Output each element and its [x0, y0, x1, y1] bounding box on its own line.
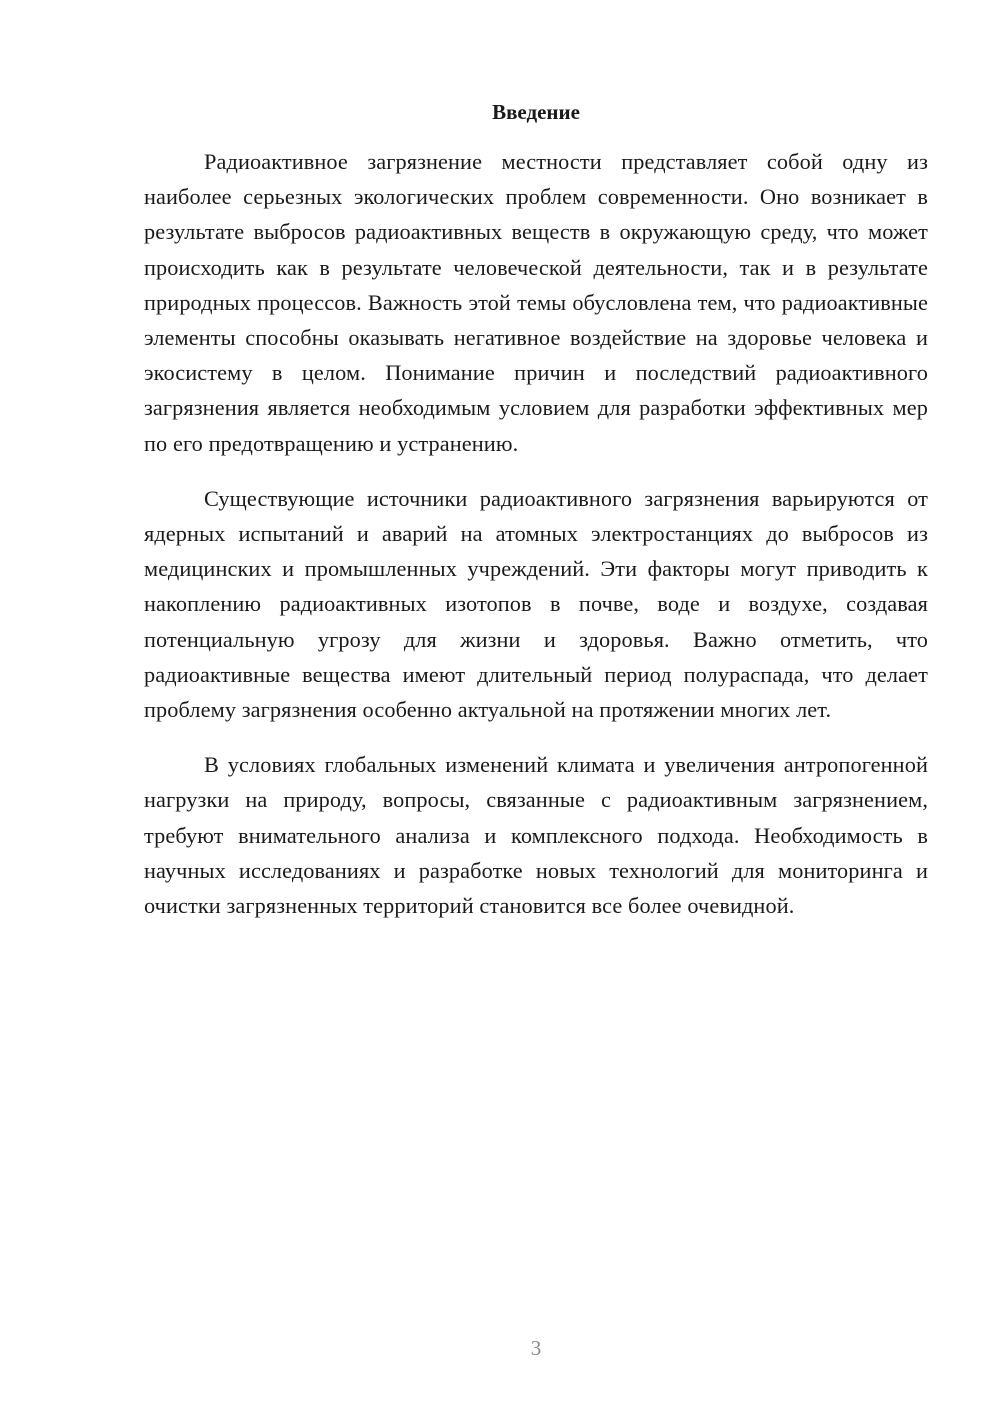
- paragraph-2: Существующие источники радиоактивного загрязнения варьируются от ядерных испытаний и аварий на атомных электростанциях до выбросов из медицинских и промышленных учреждений. Эти факторы могут приводить к накоплению радиоактивных изотопов в почве, воде и воздухе, создавая потенциальную угрозу для жизни и здоровья. Важно отметить, что радиоактивные вещества имеют длительный период полураспада, что делает проблему загрязнения особенно актуальной на протяжении многих лет.: [144, 485, 928, 723]
- section-heading: Введение: [492, 100, 580, 124]
- paragraph-3: В условиях глобальных изменений климата и увеличения антропогенной нагрузки на природу, вопросы, связанные с радиоактивным загрязнением, требуют внимательного анализа и комплексного подхода. Необходимость в научных исследованиях и разработке новых технологий для мониторинга и очистки загрязненных территорий становится все более очевидной.: [144, 752, 928, 919]
- page-number: 3: [530, 1336, 542, 1360]
- body-text: [144, 144, 928, 943]
- paragraph-1: Радиоактивное загрязнение местности представляет собой одну из наиболее серьезных экологических проблем современности. Оно возникает в результате выбросов радиоактивных веществ в окружающую среду, что может происходить как в результате человеческой деятельности, так и в результате природных процессов. Важность этой темы обусловлена тем, что радиоактивные элементы способны оказывать негативное воздействие на здоровье человека и экосистему в целом. Понимание причин и последствий радиоактивного загрязнения является необходимым условием для разработки эффективных мер по его предотвращению и устранению.: [144, 149, 928, 456]
